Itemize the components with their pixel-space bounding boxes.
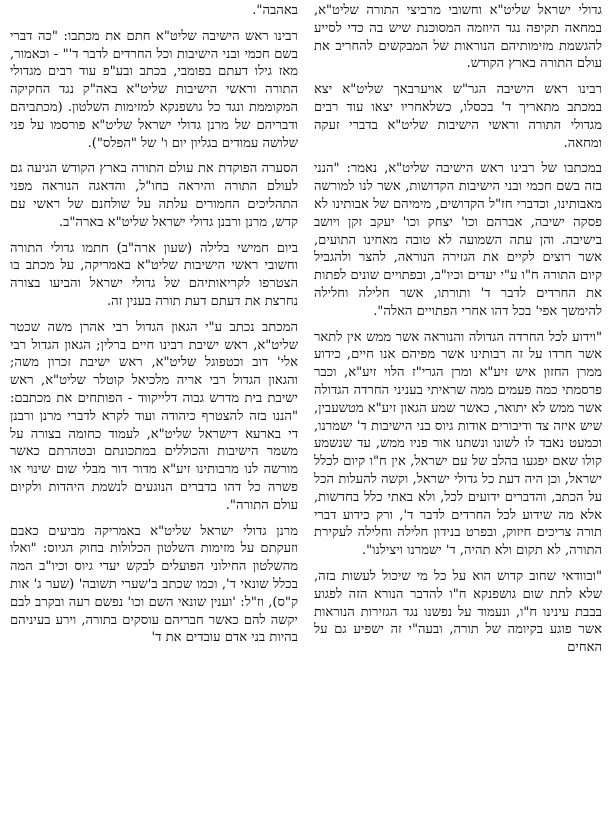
paragraph: מרנן גדולי ישראל שליט"א באמריקה מביעים כאבם וזעקתם על מזימות השלטון הכלולות בחוק הגיוס: "ואלו מהשלטון החילוני הפועלים לבקש יעדי גיוס וכיו"ב המה בכלל שונאי ד', וכמו שכתב ב'שערי תשובה' (שער ג' אות ק"ס), וז"ל: 'וענין שונאי השם וכו' נפשם רעה ובקרב לבם יקשה להם כאשר חבריהם עוסקים בתורה, וירע בעיניהם בהיות בני אדם עובדים את ד'	[10, 523, 298, 646]
paragraph: רבינו ראש הישיבה הגר"ש אויערבאך שליט"א יצא במכתב מתאריך ד' בכסלו, כשלאחריו יצאו עוד רבים מגדולי התורה וראשי הישיבות שליט"א בדברי זעקה ומחאה.	[314, 82, 602, 151]
paragraph: ביום חמישי בלילה (שעון ארה"ב) חתמו גדולי התורה וחשובי ראשי הישיבות שליט"א באמריקה, על מכתב בו הצטרפו לקריאותיהם של גדולי ישראל והביעו בצורה נחרצת את דעתם דעת תורה בענין זה.	[10, 240, 298, 309]
paragraph: במכתבו של רבינו ראש הישיבה שליט"א, נאמר: "הנני בזה בשם חכמי ובני הישיבות הקדושות, אשר לנו למורשה מאבותינו, וכדברי חז"ל הקדושים, מימיהם של אבותינו לא פסקה ישיבה, אברהם וכו' יצחק וכו' יעקב זקן ויושב בישיבה. והן עתה השמועה לא טובה מאחינו התועים, אשר רוצים לקיים את הגזירה הנוראה, להצר ולהגביל קיום התורה ח"ו ע"י יעדים וכיו"ב, ובפתויים שונים לפתות את החרדים לדבר ד' ותורתו, אשר חלילה וחלילה להימשך אפי' בכל דהו אחרי הפתויים האלה".	[314, 161, 602, 319]
left-column	[10, 2, 298, 830]
paragraph: רבינו ראש הישיבה שליט"א חתם את מכתבו: "כה דברי בשם חכמי ובני הישיבות וכל החרדים לדבר ד'" - וכאמור, מאז גילו דעתם בפומבי, בכתב ובע"פ עוד רבים מגדולי התורה וראשי הישיבות שליט"א באה"ק נגד החקיקה המקוממת ונגד כל גושפנקא למזימות השלטון. (מכתביהם ודבריהם של מרנן גדולי ישראל שליט"א פורסמו על פני שלושה עמודים בגליון יום ו' של "הפלס").	[10, 28, 298, 151]
paragraph: הסערה הפוקדת את עולם התורה בארץ הקודש הגיעה גם לעולם התורה והיראה בחו"ל, והדאגה הנוראה מפני התהליכים החמורים עלתה על שולחנם של ראשי עם קדש, מרנן ורבנן גדולי ישראל שליט"א בארה"ב.	[10, 161, 298, 230]
paragraph: "וידוע לכל החרדה הגדולה והנוראה אשר ממש אין לתאר אשר חרדו על זה רבותינו אשר מפיהם אנו חיים, כידוע ממרן החזון איש זיע"א ומרן הגרי"ז הלוי זיע"א, וכבר פרסמתי כמה פעמים ממה שראיתי בעניני החרדה הגדולה אשר ממש לא יתואר, כאשר שמע הגאון זיע"א מטשעבין, שיש איזה צד ודיבורים אודות גיוס בני הישיבות ד' ישמרנו, וכמעט נאבד לו לשונו ונשתנו אור פניו ממש, עד שנשמע קולו שאם יפגעו בהלב של עם ישראל, אין ח"ו קיום לכלל ישראל, וכן היה דעת כל גדולי ישראל, וקשה להעלות הכל על הכתב, והדברים ידועים לכל, ולא באתי כלל בחדשות, אלא מה שידוע לכל החרדים לדבר ד', ורק כידוע דברי תורה צריכים חיזוק, ובפרט בנידון חלילה וחלילה לעקירת התורה, לא תקום ולא תהיה, ד' ישמרנו ויצילנו".	[314, 329, 602, 559]
paragraph: באהבה".	[252, 3, 298, 18]
right-column	[314, 2, 602, 830]
paragraph: המכתב נכתב ע"י הגאון הגדול רבי אהרן משה שכטר שליט"א, ראש ישיבת רבינו חיים ברלין; הגאון הגדול רבי אלי' דוב וכטפוגל שליט"א, ראש ישיבת זכרון משה; והגאון הגדול רבי אריה מלכיאל קוטלר שליט"א, ראש ישיבת בית מדרש גבוה דלייקווד - הפותחים את מכתבם: "הננו בזה להצטרף כיהודה ועוד לקרא לדברי מרנן ורבנן די בארעא דישראל שליט"א, לעמוד כחומה בצורה על משמר הישיבות והכוללים במתכונתם ובטהרתם כאשר מורשה לנו מרבותינו זיע"א מדור דור מבלי שום שינוי או פשרה כל דהו בדברים הנוגעים לנשמת היהדות ולקיום עולם התורה".	[10, 319, 298, 513]
paragraph: "ובוודאי שחוב קדוש הוא על כל מי שיכול לעשות בזה, שלא לתת שום גושפנקא ח"ו להדבר הנורא הזה לפגוע בבבת עינינו ח"ו, ונעמוד על נפשנו נגד הגזירות הנוראות אשר פוגע בקיומה של תורה, ובעה"י זה ישפיע גם על האחים	[314, 568, 602, 656]
text-columns	[10, 2, 602, 830]
paragraph: גדולי ישראל שליט"א וחשובי מרביצי התורה שליט"א, במחאה תקיפה נגד היוזמה המסוכנת שיש בה כדי לסייע להגשמת מזימותיהם הנוראות של המבקשים להחריב את עולם התורה בארץ הקודש.	[314, 3, 602, 72]
